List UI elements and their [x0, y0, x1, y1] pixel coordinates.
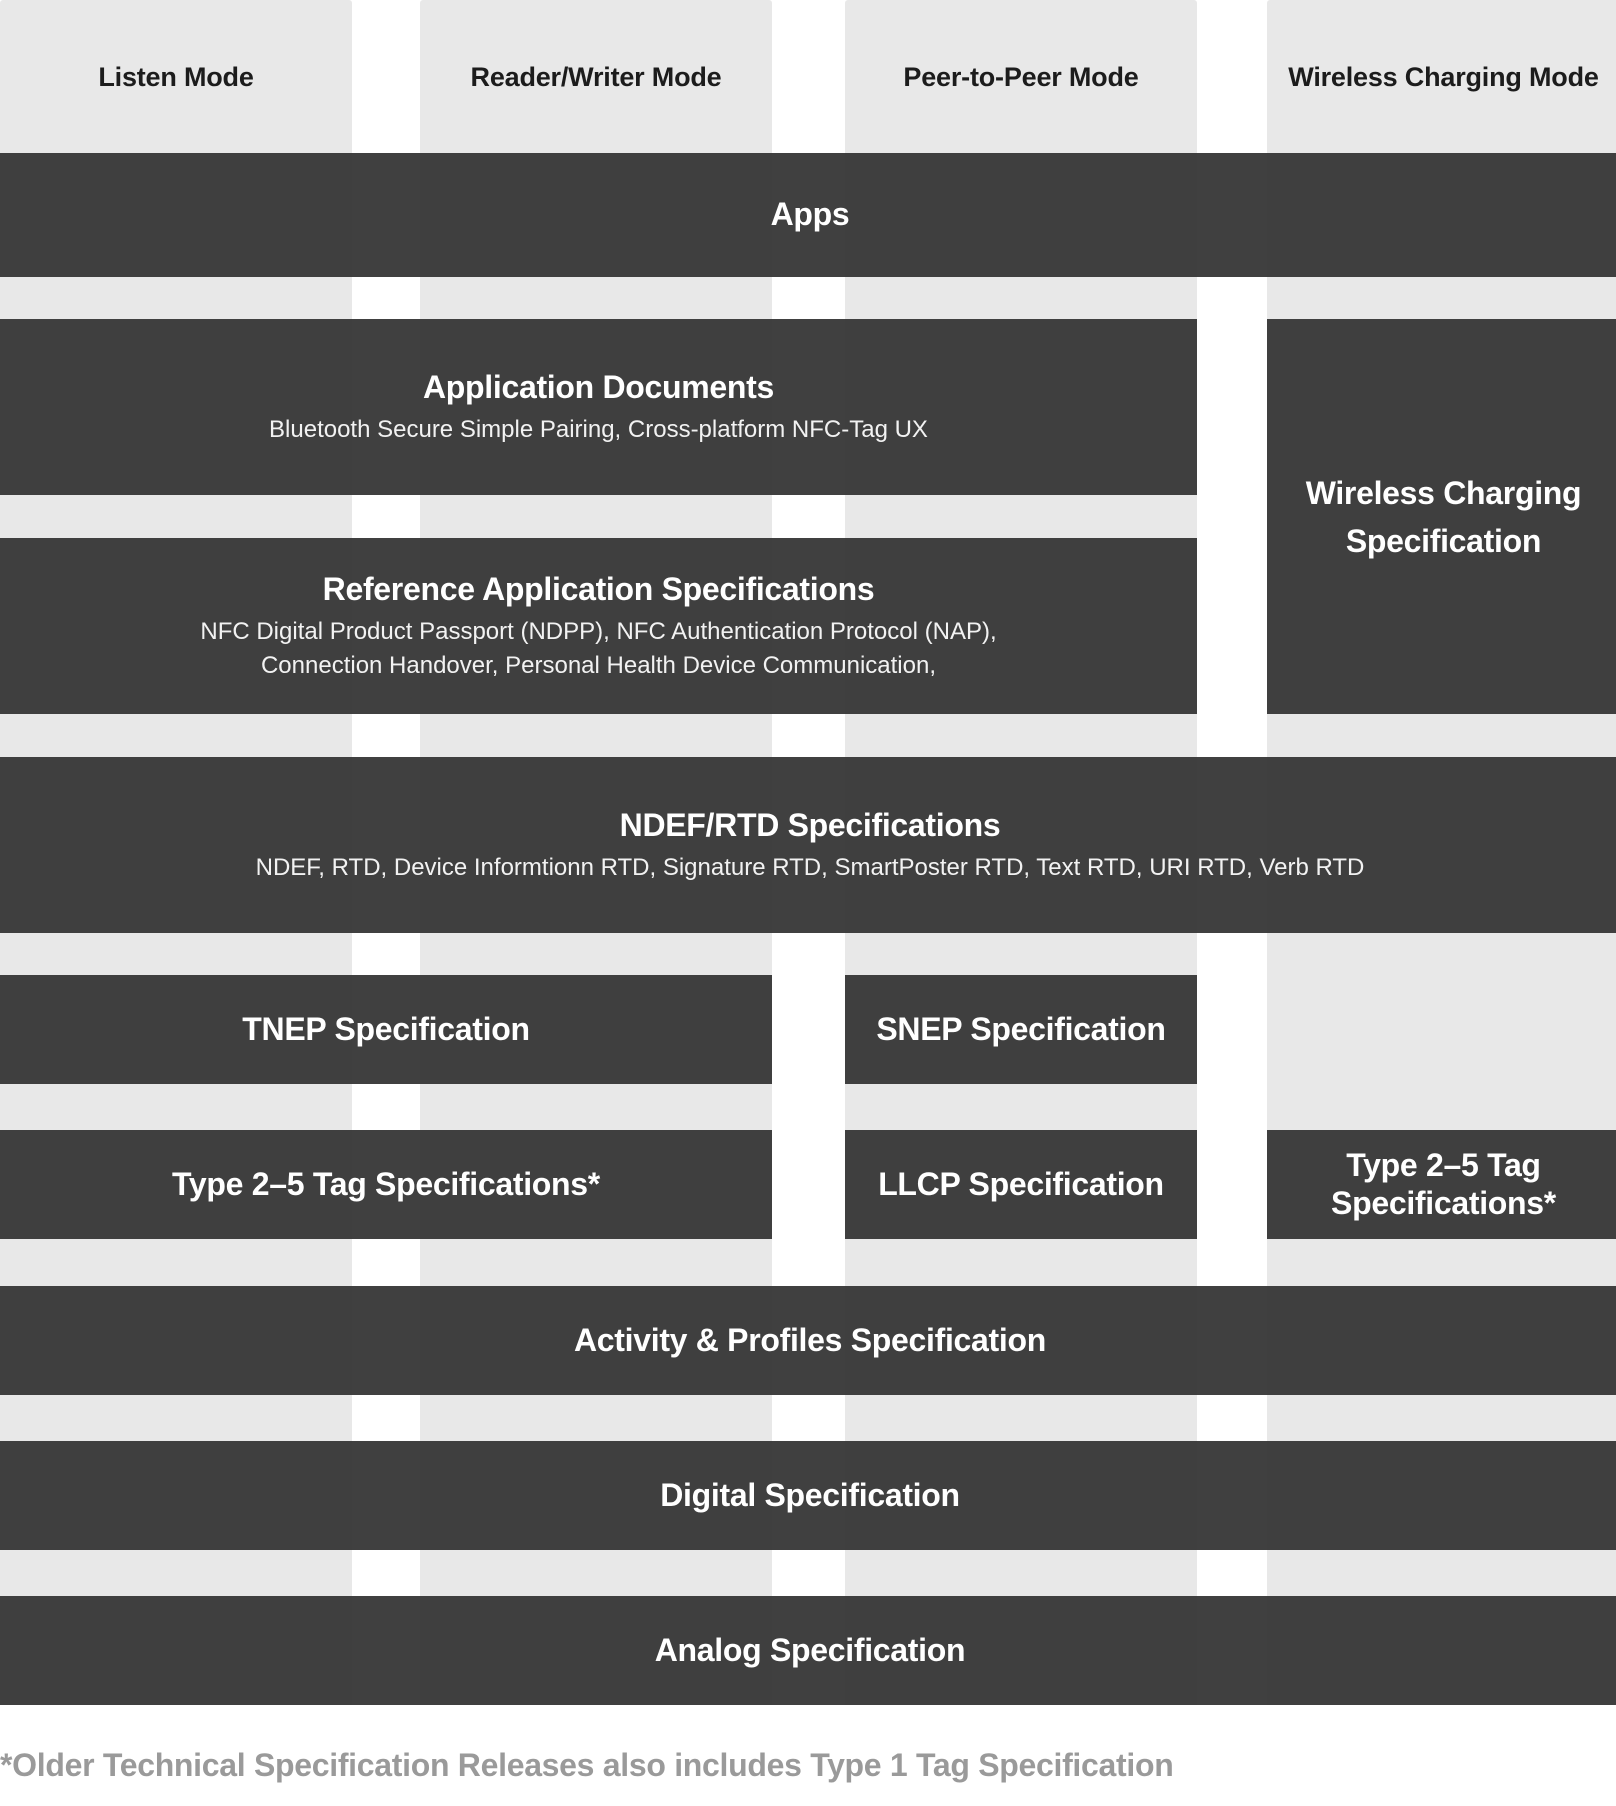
- column-title-wireless-charging-mode: Wireless Charging Mode: [1288, 62, 1599, 92]
- ndef-rtd-subtitle: NDEF, RTD, Device Informtionn RTD, Signature RTD, SmartPoster RTD, Text RTD, URI RTD, Verb RTD: [255, 853, 1365, 881]
- footnote: *Older Technical Specification Releases also includes Type 1 Tag Specification: [0, 1747, 1174, 1783]
- snep-title: SNEP Specification: [876, 1010, 1166, 1047]
- column-title-reader-writer-mode: Reader/Writer Mode: [470, 62, 722, 92]
- apps-block: [0, 153, 1616, 277]
- digital-block: [0, 1441, 1616, 1550]
- snep-block: [845, 975, 1197, 1084]
- wireless-charging-spec-line2: Specification: [1345, 522, 1542, 559]
- type-2-5-tag-right-line2: Specifications*: [1331, 1184, 1556, 1221]
- type-2-5-tag-right-title: [1331, 1147, 1556, 1223]
- tnep-block: [0, 975, 772, 1084]
- reference-application-subtitle: [200, 615, 996, 682]
- column-title-listen-mode: Listen Mode: [98, 62, 254, 92]
- type-2-5-tag-right-line1: Type 2–5 Tag: [1346, 1146, 1541, 1183]
- type-2-5-tag-left-block: [0, 1130, 772, 1239]
- application-documents-block: [0, 319, 1197, 495]
- reference-application-subtitle-line1: NFC Digital Product Passport (NDPP), NFC Authentication Protocol (NAP),: [200, 617, 997, 645]
- llcp-block: [845, 1130, 1197, 1239]
- activity-profiles-title: Activity & Profiles Specification: [573, 1321, 1046, 1358]
- application-documents-subtitle: Bluetooth Secure Simple Pairing, Cross-platform NFC-Tag UX: [269, 415, 928, 443]
- type-2-5-tag-left-title: Type 2–5 Tag Specifications*: [172, 1165, 600, 1202]
- wireless-charging-spec-line1: Wireless Charging: [1305, 474, 1582, 511]
- ndef-rtd-block: [0, 757, 1616, 933]
- apps-title: Apps: [770, 196, 850, 233]
- activity-profiles-block: [0, 1286, 1616, 1395]
- reference-application-subtitle-line2: Connection Handover, Personal Health Device Communication,: [260, 651, 936, 679]
- tnep-title: TNEP Specification: [242, 1010, 530, 1047]
- reference-application-block: [0, 538, 1197, 714]
- reference-application-title: Reference Application Specifications: [322, 570, 875, 607]
- analog-block: [0, 1596, 1616, 1705]
- digital-title: Digital Specification: [660, 1476, 960, 1513]
- application-documents-title: Application Documents: [422, 368, 775, 405]
- wireless-charging-spec-block: [1267, 319, 1616, 714]
- analog-title: Analog Specification: [654, 1631, 966, 1668]
- ndef-rtd-title: NDEF/RTD Specifications: [619, 806, 1001, 843]
- column-title-peer-to-peer-mode: Peer-to-Peer Mode: [903, 62, 1139, 92]
- wireless-charging-spec-title: [1306, 469, 1582, 565]
- type-2-5-tag-right-block: [1267, 1130, 1616, 1239]
- llcp-title: LLCP Specification: [878, 1165, 1164, 1202]
